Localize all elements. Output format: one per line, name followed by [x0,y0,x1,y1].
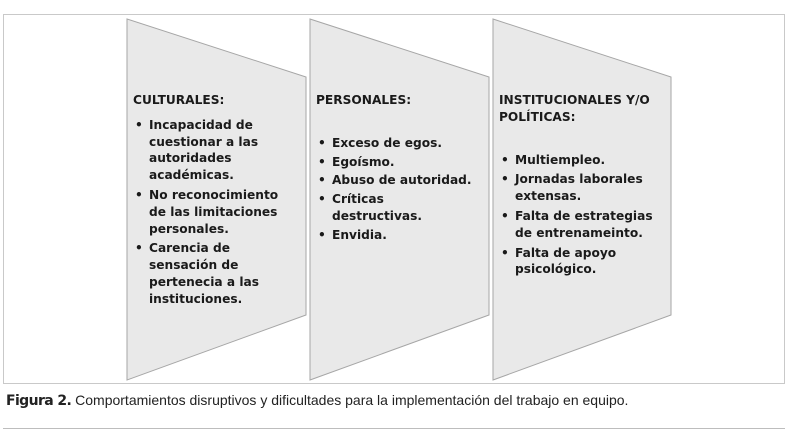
caption-text: Comportamientos disruptivos y dificultades para la implementación del trabajo en equipo. [71,392,629,408]
list-item: • Falta de apoyo psicológico. [499,245,671,279]
item-list [316,135,476,244]
list-item: • Falta de estrategias de entrenameinto. [499,208,671,242]
column-culturales [133,92,291,311]
list-item: • Abuso de autoridad. [316,172,476,189]
column-title: INSTITUCIONALES Y/O POLÍTICAS: [499,93,650,124]
list-item: • Carencia de sensación de pertenecia a las instituciones. [133,240,291,307]
list-item: • Jornadas laborales extensas. [499,171,671,205]
list-item: • Críticas destructivas. [316,191,476,225]
caption-label: Figura 2. [6,393,72,409]
figure-caption [6,392,628,409]
list-item: • Envidia. [316,227,476,244]
item-list [133,117,291,308]
bottom-divider [3,428,785,429]
list-item: • Exceso de egos. [316,135,476,152]
list-item: • Incapacidad de cuestionar a las autoridades académicas. [133,117,291,184]
list-item: • Multiempleo. [499,152,671,169]
list-item: • No reconocimiento de las limitaciones personales. [133,187,291,237]
column-personales [316,92,476,246]
column-institucionales [499,92,671,281]
column-title: PERSONALES: [316,93,412,107]
list-item: • Egoísmo. [316,154,476,171]
item-list [499,152,671,279]
column-title: CULTURALES: [133,93,225,107]
